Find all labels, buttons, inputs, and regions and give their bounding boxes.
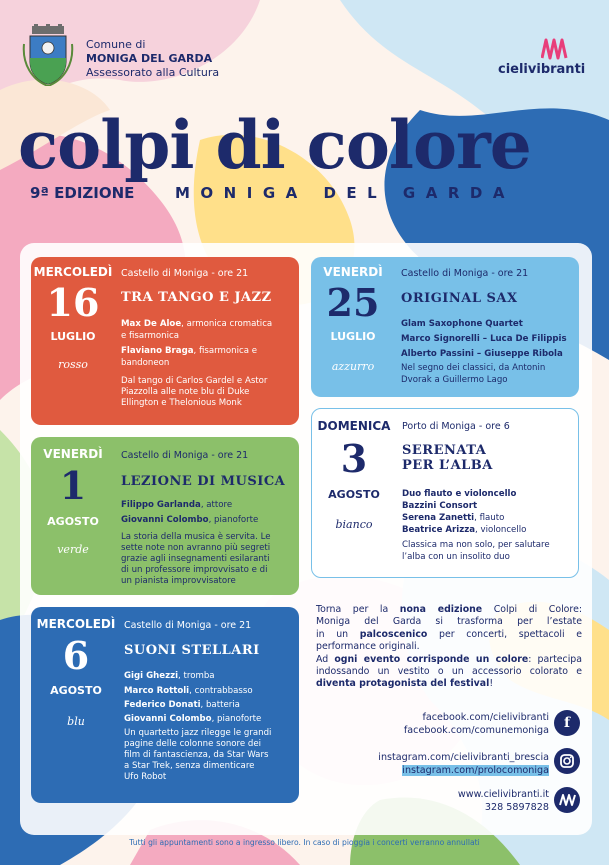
facebook-link-comune[interactable]: facebook.com/comunemoniga <box>403 725 549 736</box>
event-desc-line: film di fantascienza, da Star Wars <box>124 750 269 760</box>
event-card-lezione <box>31 437 299 595</box>
event-desc-line: Nel segno dei classici, da Antonin <box>401 363 546 373</box>
event-color-word: bianco <box>335 518 373 531</box>
event-desc-line: di un professore improvvisato e di <box>121 565 268 575</box>
event-month: LUGLIO <box>330 330 376 343</box>
event-color-word: rosso <box>58 358 88 371</box>
event-title-line: PER L’ALBA <box>402 458 493 473</box>
event-desc-line: Classica ma non solo, per salutare <box>402 540 550 550</box>
event-desc-line: La storia della musica è servita. Le <box>121 532 271 542</box>
event-day: VENERDÌ <box>323 265 383 279</box>
event-month: AGOSTO <box>47 515 99 528</box>
event-date-number: 1 <box>59 463 87 508</box>
event-card-serenata <box>311 408 579 578</box>
event-card-sax <box>311 257 579 397</box>
event-desc-line: Dvorak a Guillermo Lago <box>401 375 508 385</box>
event-title-line: SERENATA <box>402 443 487 458</box>
event-month: LUGLIO <box>50 330 96 343</box>
event-card-suoni <box>31 607 299 803</box>
performer-line: Serena Zanetti, flauto <box>402 513 505 523</box>
instagram-link-proloco[interactable]: instagram.com/prolocomoniga <box>402 765 549 776</box>
event-desc-line: grazie agli insegnamenti esilaranti <box>121 554 270 564</box>
facebook-link-cielivibranti[interactable]: facebook.com/cielivibranti <box>422 712 549 723</box>
event-title: ORIGINAL SAX <box>401 291 518 306</box>
event-color-word: blu <box>67 715 85 728</box>
event-day: MERCOLEDÌ <box>36 617 116 631</box>
event-date-number: 25 <box>326 280 380 325</box>
performer-line: Federico Donati, batteria <box>124 700 240 710</box>
comune-block <box>86 38 219 80</box>
performer-line: Duo flauto e violoncello <box>402 489 517 499</box>
event-desc-line: sette note non avranno più segreti <box>121 543 271 553</box>
event-day: DOMENICA <box>317 419 391 433</box>
event-location: Castello di Moniga - ore 21 <box>124 620 252 631</box>
event-desc-line: Ellington e Thelonious Monk <box>121 398 242 408</box>
event-title: SUONI STELLARI <box>124 643 260 658</box>
performer-line: Gigi Ghezzi, tromba <box>124 671 215 681</box>
main-title: colpi di colore <box>18 106 531 184</box>
footer-note: Tutti gli appuntamenti sono a ingresso libero. In caso di pioggia i concerti verranno annullati <box>129 838 480 847</box>
event-desc-line: un pianista improvvisatore <box>121 576 236 586</box>
brand-name: cielivibranti <box>498 62 586 77</box>
event-desc-line: Ufo Robot <box>124 772 167 782</box>
performer-line: Bazzini Consort <box>402 501 478 511</box>
cielivibranti-logo-icon <box>541 38 569 60</box>
performer-line: e fisarmonica <box>121 331 180 341</box>
event-month: AGOSTO <box>328 488 380 501</box>
event-color-word: azzurro <box>331 360 375 373</box>
event-date-number: 3 <box>340 436 368 481</box>
edition-label: 9ª EDIZIONE <box>30 184 135 202</box>
event-day: VENERDÌ <box>43 447 103 461</box>
event-month: AGOSTO <box>50 684 102 697</box>
performer-line: Flaviano Braga, fisarmonica e <box>121 346 257 356</box>
event-location: Porto di Moniga - ore 6 <box>402 421 510 432</box>
performer-line: Max De Aloe, armonica cromatica <box>121 319 273 329</box>
performer-line: Filippo Garlanda, attore <box>121 500 233 510</box>
event-desc-line: pagine delle colonne sonore dei <box>124 739 262 749</box>
event-color-word: verde <box>57 543 89 556</box>
instagram-link-cielivibranti[interactable]: instagram.com/cielivibranti_brescia <box>378 752 549 763</box>
event-date-number: 16 <box>46 280 100 325</box>
event-desc-line: Dal tango di Carlos Gardel e Astor <box>121 376 268 386</box>
event-desc-line: a Star Trek, senza dimenticare <box>124 761 255 771</box>
event-title: LEZIONE DI MUSICA <box>121 474 286 489</box>
performer-line: Giovanni Colombo, pianoforte <box>121 515 259 525</box>
performer-line: Giovanni Colombo, pianoforte <box>124 714 262 724</box>
performer-line: bandoneon <box>121 358 170 368</box>
performer-line: Glam Saxophone Quartet <box>401 319 523 329</box>
event-desc-line: Piazzolla alle note blu di Duke <box>121 387 250 397</box>
event-card-tango <box>31 257 299 425</box>
event-location: Castello di Moniga - ore 21 <box>121 268 249 279</box>
comune-name: MONIGA DEL GARDA <box>86 52 213 65</box>
facebook-icon[interactable]: f <box>554 710 580 736</box>
coat-of-arms-icon <box>22 24 74 86</box>
place-label: MONIGA DEL GARDA <box>175 184 515 202</box>
cielivibranti-icon[interactable] <box>554 787 580 813</box>
event-desc-line: l’alba con un insolito duo <box>402 552 510 562</box>
instagram-icon[interactable] <box>554 748 580 774</box>
event-location: Castello di Moniga - ore 21 <box>121 450 249 461</box>
website-link[interactable]: www.cielivibranti.it <box>457 789 549 800</box>
event-location: Castello di Moniga - ore 21 <box>401 268 529 279</box>
event-title: TRA TANGO E JAZZ <box>121 290 272 305</box>
phone-number: 328 5897828 <box>484 802 549 813</box>
comune-prefix: Comune di <box>86 38 146 51</box>
performer-line: Alberto Passini – Giuseppe Ribola <box>401 349 563 359</box>
performer-line: Beatrice Arizza, violoncello <box>402 525 527 535</box>
event-day: MERCOLEDÌ <box>33 265 113 279</box>
assessorato: Assessorato alla Cultura <box>86 66 220 79</box>
performer-line: Marco Signorelli – Luca De Filippis <box>401 334 567 344</box>
performer-line: Marco Rottoli, contrabbasso <box>124 686 253 696</box>
intro-text: Torna per la nona edizione Colpi di Colore: Moniga del Garda si trasforma per l’estate in un palcoscenico per concerti, spettacoli e performance originali. Ad ogni evento corrisponde un colore: partecipa indossando un vestito o un accessorio colorato e diventa protagonista del festival! <box>316 604 582 690</box>
event-desc-line: Un quartetto jazz rilegge le grandi <box>124 728 272 738</box>
event-date-number: 6 <box>62 633 90 678</box>
